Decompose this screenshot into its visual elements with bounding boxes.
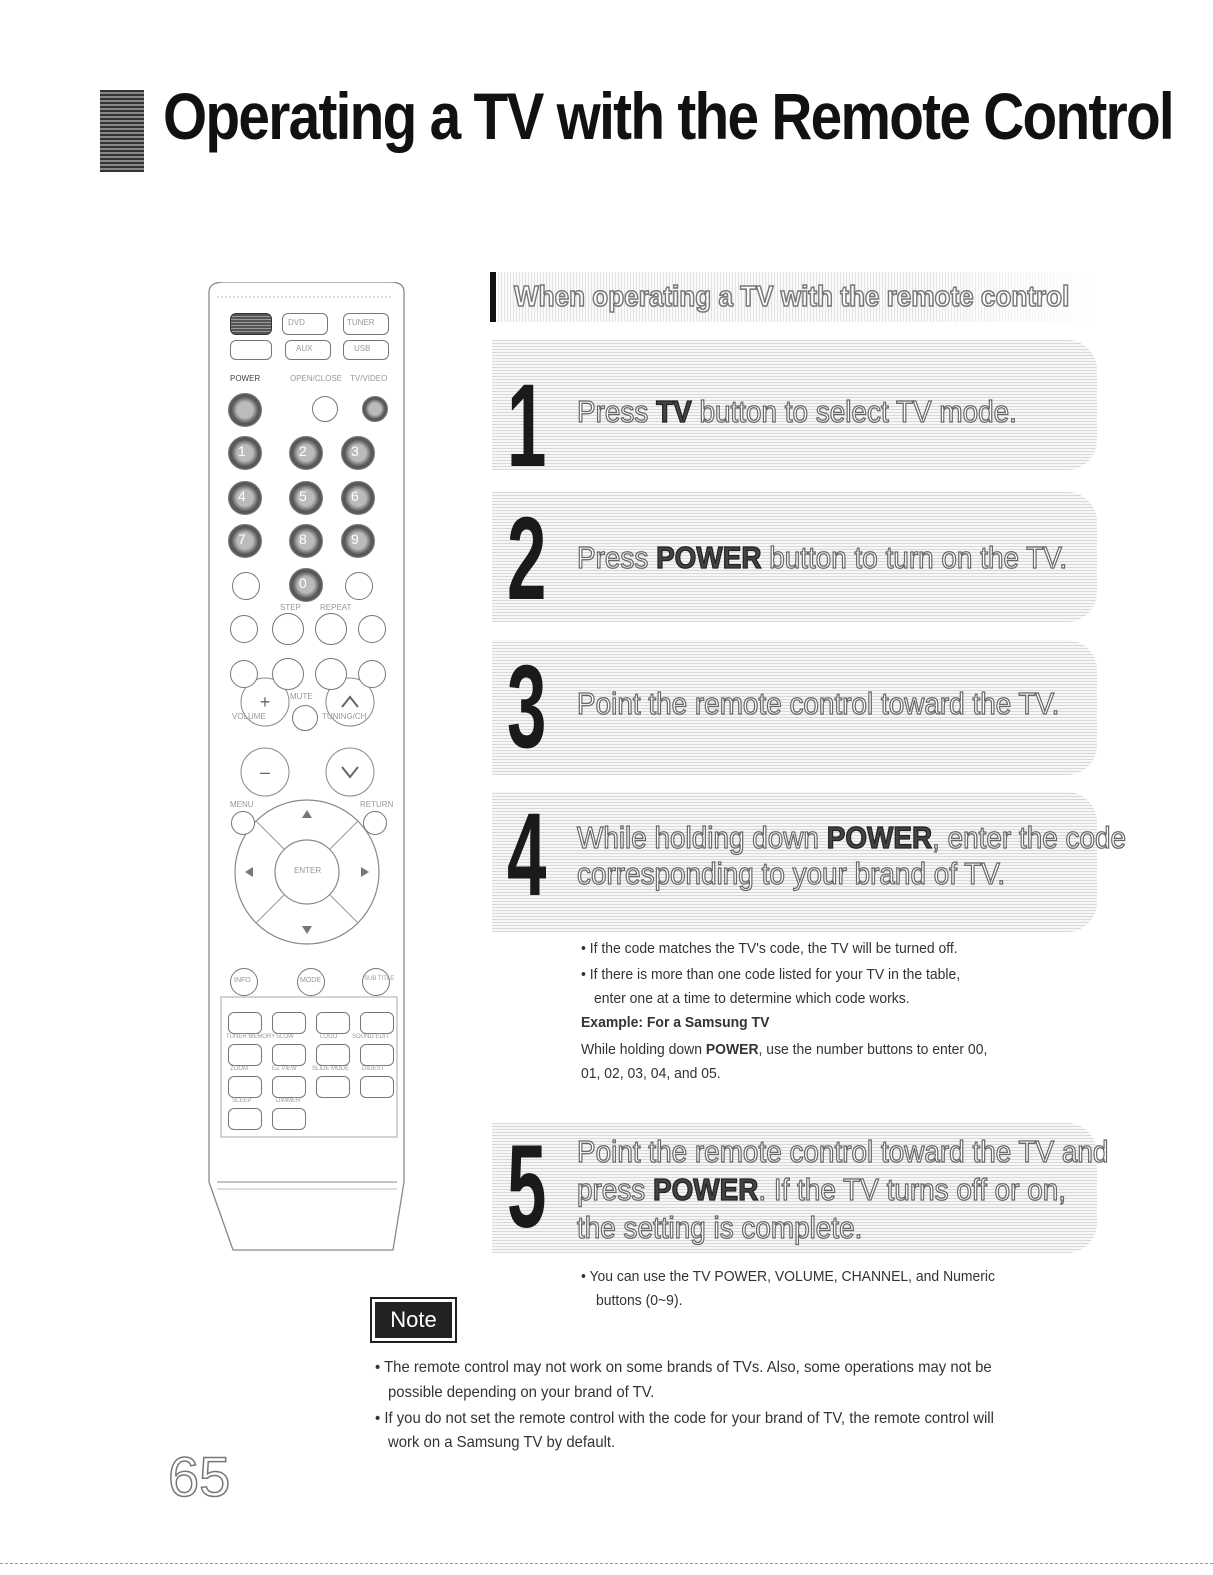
remote-key-4-label: 4 xyxy=(238,488,246,504)
remote-menu-button xyxy=(231,811,255,835)
remote-sound-edit-label: SOUND EDIT xyxy=(352,1034,390,1040)
remote-usb-label: USB xyxy=(354,344,371,353)
remote-key-0-label: 0 xyxy=(299,575,307,591)
svg-text:–: – xyxy=(259,762,271,782)
page-title: Operating a TV with the Remote Control xyxy=(163,79,1173,153)
example-line-2: 01, 02, 03, 04, and 05. xyxy=(581,1065,721,1082)
section-header: When operating a TV with the remote control xyxy=(514,281,1070,313)
remote-tuner-label: TUNER xyxy=(347,318,375,327)
remote-key-1-label: 1 xyxy=(238,443,246,459)
remote-mute-button xyxy=(292,705,318,731)
remote-receiver-button xyxy=(230,340,272,360)
remote-bottom-button xyxy=(360,1012,394,1034)
remote-ez-view-label: EZ VIEW xyxy=(272,1066,297,1072)
step-5-text-line-1: Point the remote control toward the TV and xyxy=(577,1134,1109,1169)
remote-bottom-button xyxy=(228,1076,262,1098)
remote-enter-label: ENTER xyxy=(294,866,322,875)
note-bullet-2-text: If you do not set the remote control with the code for your brand of TV, the remote control will xyxy=(384,1410,994,1427)
step-3-number: 3 xyxy=(507,641,547,773)
note-label: Note xyxy=(375,1302,452,1338)
remote-repeat-label: REPEAT xyxy=(320,603,352,612)
remote-step-label: STEP xyxy=(280,603,301,612)
remote-key-5-label: 5 xyxy=(299,488,307,504)
remote-bottom-button xyxy=(316,1012,350,1034)
step-5-text-line-3: the setting is complete. xyxy=(577,1210,863,1245)
remote-subtitle-label: SUB TITLE xyxy=(364,976,395,982)
remote-mode-label: MODE xyxy=(300,977,321,984)
example-line-1-pre: While holding down xyxy=(581,1041,706,1058)
step-4-bullet-1-text: If the code matches the TV's code, the TV will be turned off. xyxy=(589,940,958,957)
remote-repeat-button xyxy=(315,613,347,645)
step-1-text: Press TV button to select TV mode. xyxy=(577,394,1017,429)
remote-key-2-label: 2 xyxy=(299,443,307,459)
remote-step-button xyxy=(272,613,304,645)
remote-bottom-button xyxy=(272,1044,306,1066)
remote-bottom-button xyxy=(228,1044,262,1066)
remote-bottom-button xyxy=(360,1044,394,1066)
step-4-bullet-2: • If there is more than one code listed for your TV in the table, xyxy=(581,966,961,983)
step-2-number: 2 xyxy=(507,493,547,625)
remote-key-3-label: 3 xyxy=(351,443,359,459)
remote-control-illustration xyxy=(205,282,410,1252)
remote-key-8-label: 8 xyxy=(299,531,307,547)
remote-aux-label: AUX xyxy=(296,344,313,353)
example-line-1-bold: POWER xyxy=(705,1041,759,1058)
example-heading: Example: For a Samsung TV xyxy=(581,1014,770,1031)
remote-open-close-label: OPEN/CLOSE xyxy=(290,374,343,383)
note-bullet-1-continued: possible depending on your brand of TV. xyxy=(388,1384,655,1401)
remote-tv-video-button xyxy=(362,396,388,422)
step-4-number: 4 xyxy=(507,789,547,921)
remote-slide-mode-label: SLIDE MODE xyxy=(312,1066,350,1072)
note-bullet-2: • If you do not set the remote control with the code for your brand of TV, the remote control will xyxy=(375,1410,994,1427)
note-badge xyxy=(370,1297,457,1343)
remote-bottom-button xyxy=(272,1076,306,1098)
remote-tv-button xyxy=(230,313,272,335)
step-4-text-line-1: While holding down POWER, enter the code xyxy=(577,820,1127,855)
remote-bottom-button xyxy=(228,1012,262,1034)
example-line-1 xyxy=(581,1039,987,1060)
remote-mute-label: MUTE xyxy=(290,692,313,701)
note-bullet-1: • The remote control may not work on some brands of TVs. Also, some operations may not be xyxy=(375,1359,992,1376)
remote-slow-label: SLOW xyxy=(276,1034,294,1040)
remote-remain-button xyxy=(232,572,260,600)
remote-bottom-button xyxy=(316,1076,350,1098)
remote-key-9-label: 9 xyxy=(351,531,359,547)
remote-power-label: POWER xyxy=(230,374,261,383)
step-5-number: 5 xyxy=(507,1121,547,1253)
note-bullet-1-text: The remote control may not work on some brands of TVs. Also, some operations may not be xyxy=(384,1359,992,1376)
remote-bottom-button xyxy=(360,1076,394,1098)
step-5-bullet-continued: buttons (0~9). xyxy=(596,1292,683,1309)
remote-bottom-button xyxy=(272,1012,306,1034)
remote-key-6-label: 6 xyxy=(351,488,359,504)
remote-key-7-label: 7 xyxy=(238,531,246,547)
example-line-1-post: , use the number buttons to enter 00, xyxy=(758,1041,988,1058)
remote-bottom-button xyxy=(316,1044,350,1066)
title-bar-marker xyxy=(100,90,144,172)
remote-return-label: RETURN xyxy=(360,800,394,809)
remote-digest-label: DIGEST xyxy=(362,1066,385,1072)
remote-tuner-memory-label: TUNER MEMORY xyxy=(226,1034,276,1040)
step-2-text: Press POWER button to turn on the TV. xyxy=(577,540,1068,575)
remote-sleep-label: SLEEP xyxy=(232,1098,252,1104)
note-bullet-2-continued: work on a Samsung TV by default. xyxy=(388,1434,616,1451)
remote-rewind-button xyxy=(230,615,258,643)
remote-tuning-label: TUNING/CH xyxy=(322,712,367,721)
remote-tv-video-label: TV/VIDEO xyxy=(350,374,388,383)
remote-dimmer-button xyxy=(272,1108,306,1130)
step-5-text-line-2: press POWER. If the TV turns off or on, xyxy=(577,1172,1066,1207)
remote-dvd-label: DVD xyxy=(288,318,305,327)
remote-open-close-button xyxy=(312,396,338,422)
remote-dimmer-label: DIMMER xyxy=(276,1098,301,1104)
remote-info-label: INFO xyxy=(234,977,251,984)
remote-play-pause-button xyxy=(315,658,347,690)
remote-prev-button xyxy=(230,660,258,688)
remote-stop-button xyxy=(272,658,304,690)
remote-next-button xyxy=(358,660,386,688)
page-number: 65 xyxy=(168,1445,231,1508)
remote-power-button xyxy=(228,393,262,427)
remote-volume-label: VOLUME xyxy=(232,712,266,721)
remote-cancel-button xyxy=(345,572,373,600)
remote-zoom-label: ZOOM xyxy=(230,1066,248,1072)
footer-divider xyxy=(0,1563,1213,1564)
step-3-text: Point the remote control toward the TV. xyxy=(577,686,1060,721)
step-5-bullet-text: You can use the TV POWER, VOLUME, CHANNEL, and Numeric xyxy=(589,1268,996,1285)
step-4-text-line-2: corresponding to your brand of TV. xyxy=(577,856,1006,891)
step-1-number: 1 xyxy=(507,360,547,492)
svg-text:+: + xyxy=(259,692,271,712)
step-4-bullet-2-text: If there is more than one code listed for your TV in the table, xyxy=(589,966,961,983)
remote-return-button xyxy=(363,811,387,835)
step-5-bullet: • You can use the TV POWER, VOLUME, CHANNEL, and Numeric xyxy=(581,1268,996,1285)
remote-logo-label: LOGO xyxy=(320,1034,338,1040)
remote-menu-label: MENU xyxy=(230,800,254,809)
step-4-bullet-2-continued: enter one at a time to determine which code works. xyxy=(594,990,910,1007)
section-header-marker xyxy=(490,272,496,322)
remote-forward-button xyxy=(358,615,386,643)
remote-sleep-button xyxy=(228,1108,262,1130)
step-4-bullet-1: • If the code matches the TV's code, the TV will be turned off. xyxy=(581,940,958,957)
remote-subtitle-button xyxy=(362,968,390,996)
